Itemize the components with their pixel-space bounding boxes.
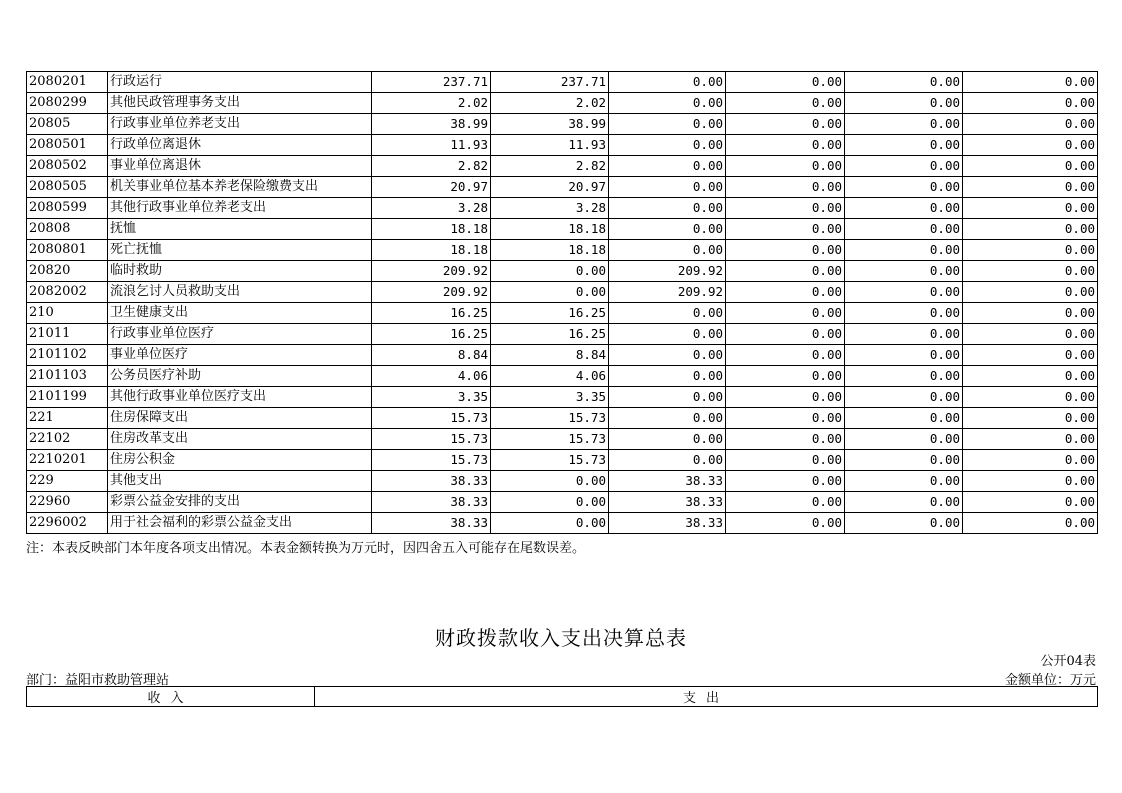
amount-cell: 0.00 — [963, 387, 1098, 408]
subject-code-cell: 2080501 — [27, 135, 108, 156]
amount-cell: 0.00 — [845, 156, 963, 177]
amount-cell: 15.73 — [491, 429, 609, 450]
subject-name-cell: 住房改革支出 — [108, 429, 372, 450]
amount-cell: 0.00 — [845, 366, 963, 387]
subject-code-cell: 20808 — [27, 219, 108, 240]
subject-code-cell: 22960 — [27, 492, 108, 513]
amount-cell: 0.00 — [963, 408, 1098, 429]
amount-cell: 0.00 — [726, 219, 845, 240]
expense-table — [26, 71, 1098, 534]
amount-cell: 3.28 — [372, 198, 491, 219]
amount-cell: 0.00 — [845, 198, 963, 219]
amount-cell: 0.00 — [609, 219, 726, 240]
amount-cell: 38.33 — [609, 471, 726, 492]
table-row — [27, 366, 1098, 387]
amount-cell: 209.92 — [609, 282, 726, 303]
amount-cell: 0.00 — [963, 345, 1098, 366]
subject-name-cell: 行政单位离退休 — [108, 135, 372, 156]
amount-cell: 0.00 — [609, 303, 726, 324]
amount-cell: 15.73 — [372, 429, 491, 450]
amount-cell: 2.02 — [372, 93, 491, 114]
summary-table-header — [26, 686, 1098, 707]
table-row — [27, 345, 1098, 366]
amount-cell: 15.73 — [491, 408, 609, 429]
amount-cell: 16.25 — [491, 303, 609, 324]
amount-cell: 0.00 — [963, 135, 1098, 156]
amount-cell: 0.00 — [609, 177, 726, 198]
table-row — [27, 261, 1098, 282]
subject-code-cell: 2101199 — [27, 387, 108, 408]
subject-name-cell: 流浪乞讨人员救助支出 — [108, 282, 372, 303]
amount-cell: 209.92 — [372, 282, 491, 303]
amount-cell: 0.00 — [845, 72, 963, 93]
subject-code-cell: 221 — [27, 408, 108, 429]
amount-cell: 38.99 — [491, 114, 609, 135]
amount-cell: 0.00 — [609, 450, 726, 471]
amount-cell: 0.00 — [726, 240, 845, 261]
amount-cell: 0.00 — [963, 261, 1098, 282]
amount-cell: 0.00 — [726, 387, 845, 408]
amount-cell: 2.82 — [491, 156, 609, 177]
amount-cell: 0.00 — [609, 429, 726, 450]
amount-cell: 16.25 — [372, 303, 491, 324]
amount-cell: 38.33 — [372, 471, 491, 492]
amount-cell: 0.00 — [845, 471, 963, 492]
amount-cell: 0.00 — [726, 471, 845, 492]
amount-cell: 0.00 — [963, 429, 1098, 450]
subject-name-cell: 住房保障支出 — [108, 408, 372, 429]
amount-cell: 0.00 — [609, 72, 726, 93]
amount-cell: 11.93 — [372, 135, 491, 156]
amount-cell: 0.00 — [726, 345, 845, 366]
amount-cell: 15.73 — [372, 450, 491, 471]
amount-cell: 38.99 — [372, 114, 491, 135]
amount-cell: 0.00 — [726, 198, 845, 219]
subject-name-cell: 公务员医疗补助 — [108, 366, 372, 387]
table-row — [27, 492, 1098, 513]
amount-cell: 0.00 — [726, 93, 845, 114]
table-row — [27, 198, 1098, 219]
amount-cell: 0.00 — [845, 93, 963, 114]
amount-cell: 18.18 — [491, 219, 609, 240]
amount-cell: 0.00 — [845, 303, 963, 324]
amount-cell: 0.00 — [845, 345, 963, 366]
amount-cell: 0.00 — [726, 450, 845, 471]
amount-cell: 209.92 — [609, 261, 726, 282]
form-number: 公开04表 — [1040, 654, 1096, 669]
amount-cell: 0.00 — [491, 471, 609, 492]
amount-cell: 0.00 — [726, 408, 845, 429]
amount-cell: 0.00 — [491, 282, 609, 303]
table-row — [27, 156, 1098, 177]
amount-cell: 38.33 — [609, 513, 726, 534]
amount-cell: 15.73 — [372, 408, 491, 429]
subject-name-cell: 机关事业单位基本养老保险缴费支出 — [108, 177, 372, 198]
subject-code-cell: 2080505 — [27, 177, 108, 198]
amount-cell: 11.93 — [491, 135, 609, 156]
table-row — [27, 471, 1098, 492]
amount-cell: 0.00 — [963, 471, 1098, 492]
amount-cell: 2.02 — [491, 93, 609, 114]
amount-cell: 3.35 — [491, 387, 609, 408]
table-row — [27, 408, 1098, 429]
amount-cell: 0.00 — [726, 303, 845, 324]
subject-name-cell: 行政运行 — [108, 72, 372, 93]
subject-code-cell: 20820 — [27, 261, 108, 282]
amount-cell: 0.00 — [963, 492, 1098, 513]
table-row — [27, 387, 1098, 408]
subject-name-cell: 住房公积金 — [108, 450, 372, 471]
amount-unit-label: 金额单位：万元 — [1004, 673, 1096, 688]
subject-name-cell: 事业单位医疗 — [108, 345, 372, 366]
amount-cell: 0.00 — [963, 156, 1098, 177]
subject-code-cell: 210 — [27, 303, 108, 324]
amount-cell: 0.00 — [963, 366, 1098, 387]
amount-cell: 20.97 — [372, 177, 491, 198]
table-row — [27, 72, 1098, 93]
amount-cell: 38.33 — [609, 492, 726, 513]
subject-code-cell: 2101103 — [27, 366, 108, 387]
amount-cell: 0.00 — [963, 513, 1098, 534]
subject-name-cell: 临时救助 — [108, 261, 372, 282]
table-row — [27, 177, 1098, 198]
table-row — [27, 513, 1098, 534]
table-row — [27, 219, 1098, 240]
amount-cell: 0.00 — [609, 198, 726, 219]
subject-code-cell: 2101102 — [27, 345, 108, 366]
amount-cell: 0.00 — [491, 492, 609, 513]
amount-cell: 0.00 — [845, 408, 963, 429]
table-row — [27, 240, 1098, 261]
amount-cell: 15.73 — [491, 450, 609, 471]
amount-cell: 0.00 — [963, 114, 1098, 135]
amount-cell: 0.00 — [963, 177, 1098, 198]
subject-code-cell: 2080201 — [27, 72, 108, 93]
amount-cell: 0.00 — [845, 450, 963, 471]
expense-header: 支出 — [315, 687, 1098, 707]
subject-name-cell: 死亡抚恤 — [108, 240, 372, 261]
amount-cell: 18.18 — [372, 240, 491, 261]
table-row — [27, 282, 1098, 303]
amount-cell: 0.00 — [491, 513, 609, 534]
subject-name-cell: 抚恤 — [108, 219, 372, 240]
amount-cell: 0.00 — [845, 240, 963, 261]
amount-cell: 0.00 — [726, 513, 845, 534]
amount-cell: 0.00 — [609, 93, 726, 114]
subject-code-cell: 2082002 — [27, 282, 108, 303]
amount-cell: 18.18 — [491, 240, 609, 261]
amount-cell: 0.00 — [963, 324, 1098, 345]
amount-cell: 0.00 — [963, 93, 1098, 114]
amount-cell: 0.00 — [609, 408, 726, 429]
amount-cell: 4.06 — [491, 366, 609, 387]
amount-cell: 0.00 — [491, 261, 609, 282]
amount-cell: 0.00 — [845, 324, 963, 345]
subject-name-cell: 行政事业单位养老支出 — [108, 114, 372, 135]
amount-cell: 3.35 — [372, 387, 491, 408]
amount-cell: 0.00 — [963, 450, 1098, 471]
amount-cell: 8.84 — [372, 345, 491, 366]
subject-code-cell: 2080599 — [27, 198, 108, 219]
subject-name-cell: 行政事业单位医疗 — [108, 324, 372, 345]
subject-code-cell: 2210201 — [27, 450, 108, 471]
amount-cell: 0.00 — [845, 387, 963, 408]
table-row — [27, 93, 1098, 114]
subject-name-cell: 事业单位离退休 — [108, 156, 372, 177]
amount-cell: 18.18 — [372, 219, 491, 240]
amount-cell: 0.00 — [726, 156, 845, 177]
table-row — [27, 114, 1098, 135]
table-row — [27, 450, 1098, 471]
amount-cell: 0.00 — [726, 261, 845, 282]
amount-cell: 0.00 — [726, 114, 845, 135]
amount-cell: 0.00 — [726, 324, 845, 345]
amount-cell: 8.84 — [491, 345, 609, 366]
amount-cell: 38.33 — [372, 492, 491, 513]
subject-code-cell: 2080299 — [27, 93, 108, 114]
subject-code-cell: 2296002 — [27, 513, 108, 534]
amount-cell: 0.00 — [726, 177, 845, 198]
amount-cell: 0.00 — [963, 72, 1098, 93]
amount-cell: 0.00 — [845, 261, 963, 282]
subject-code-cell: 22102 — [27, 429, 108, 450]
subject-code-cell: 2080502 — [27, 156, 108, 177]
subject-code-cell: 20805 — [27, 114, 108, 135]
amount-cell: 0.00 — [845, 429, 963, 450]
amount-cell: 0.00 — [609, 135, 726, 156]
amount-cell: 0.00 — [963, 198, 1098, 219]
subject-name-cell: 其他民政管理事务支出 — [108, 93, 372, 114]
amount-cell: 0.00 — [963, 219, 1098, 240]
amount-cell: 0.00 — [845, 135, 963, 156]
amount-cell: 0.00 — [609, 387, 726, 408]
amount-cell: 0.00 — [845, 513, 963, 534]
amount-cell: 0.00 — [845, 114, 963, 135]
amount-cell: 0.00 — [609, 324, 726, 345]
amount-cell: 3.28 — [491, 198, 609, 219]
amount-cell: 16.25 — [491, 324, 609, 345]
table-row — [27, 429, 1098, 450]
table-row — [27, 135, 1098, 156]
income-header: 收入 — [27, 687, 315, 707]
subject-name-cell: 其他行政事业单位养老支出 — [108, 198, 372, 219]
subject-name-cell: 其他行政事业单位医疗支出 — [108, 387, 372, 408]
amount-cell: 0.00 — [726, 282, 845, 303]
amount-cell: 0.00 — [609, 345, 726, 366]
department-label: 部门：益阳市救助管理站 — [26, 673, 170, 688]
subject-code-cell: 2080801 — [27, 240, 108, 261]
amount-cell: 0.00 — [963, 282, 1098, 303]
amount-cell: 16.25 — [372, 324, 491, 345]
amount-cell: 0.00 — [609, 240, 726, 261]
amount-cell: 0.00 — [845, 492, 963, 513]
amount-cell: 0.00 — [726, 135, 845, 156]
table-row — [27, 303, 1098, 324]
subject-name-cell: 彩票公益金安排的支出 — [108, 492, 372, 513]
amount-cell: 0.00 — [726, 366, 845, 387]
amount-cell: 38.33 — [372, 513, 491, 534]
subject-name-cell: 卫生健康支出 — [108, 303, 372, 324]
table-row — [27, 324, 1098, 345]
amount-cell: 2.82 — [372, 156, 491, 177]
subject-name-cell: 其他支出 — [108, 471, 372, 492]
amount-cell: 0.00 — [726, 492, 845, 513]
amount-cell: 0.00 — [609, 366, 726, 387]
amount-cell: 0.00 — [963, 240, 1098, 261]
amount-cell: 20.97 — [491, 177, 609, 198]
amount-cell: 209.92 — [372, 261, 491, 282]
amount-cell: 0.00 — [845, 219, 963, 240]
amount-cell: 4.06 — [372, 366, 491, 387]
page-title: 财政拨款收入支出决算总表 — [435, 626, 687, 650]
subject-code-cell: 229 — [27, 471, 108, 492]
amount-cell: 237.71 — [372, 72, 491, 93]
subject-code-cell: 21011 — [27, 324, 108, 345]
amount-cell: 0.00 — [845, 177, 963, 198]
amount-cell: 237.71 — [491, 72, 609, 93]
amount-cell: 0.00 — [963, 303, 1098, 324]
amount-cell: 0.00 — [726, 429, 845, 450]
table-note: 注：本表反映部门本年度各项支出情况。本表金额转换为万元时，因四舍五入可能存在尾数误差。 — [26, 541, 586, 556]
amount-cell: 0.00 — [726, 72, 845, 93]
amount-cell: 0.00 — [609, 114, 726, 135]
amount-cell: 0.00 — [845, 282, 963, 303]
subject-name-cell: 用于社会福利的彩票公益金支出 — [108, 513, 372, 534]
amount-cell: 0.00 — [609, 156, 726, 177]
